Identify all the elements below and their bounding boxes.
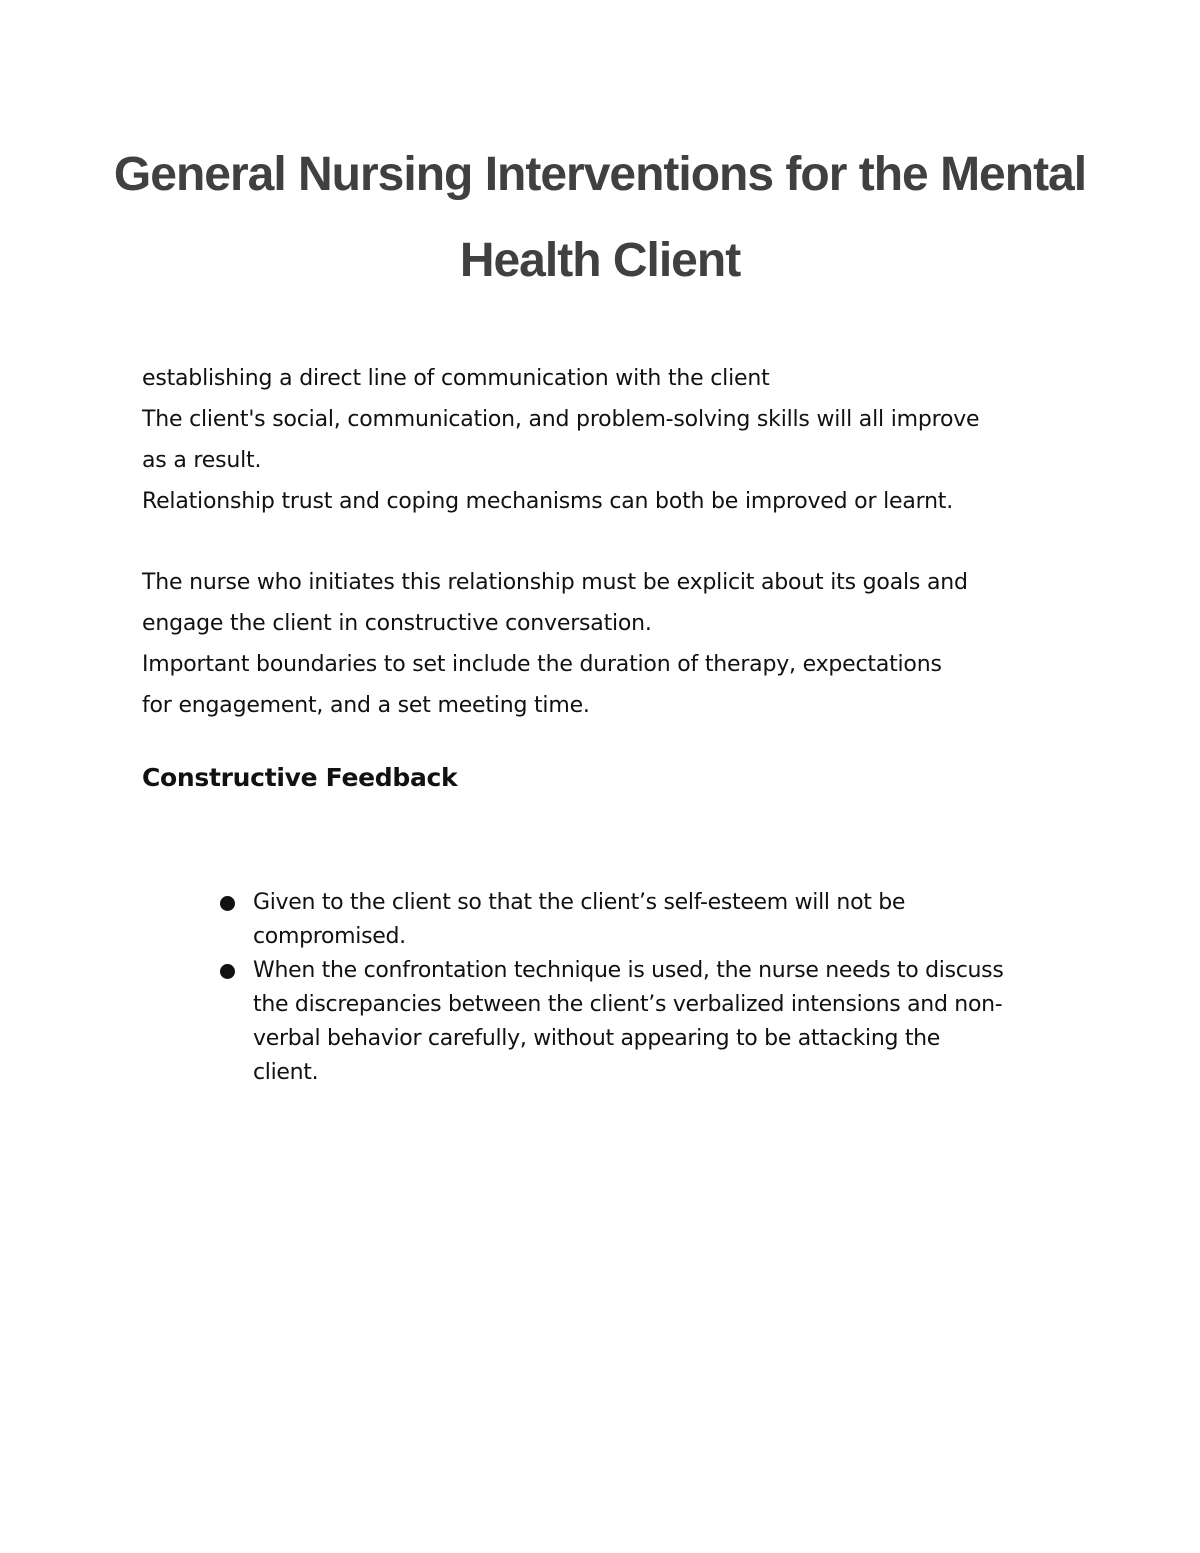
text-line: Relationship trust and coping mechanisms can both be improved or learnt. [142,489,954,514]
list-item-line: verbal behavior carefully, without appearing to be attacking the [253,1026,941,1051]
title-line: General Nursing Interventions for the Mental [113,148,1087,201]
paragraph-boundaries [142,562,1062,726]
list-item-line: When the confrontation technique is used, the nurse needs to discuss [253,958,1004,983]
title-line: Health Client [459,234,741,287]
text-line: The client's social, communication, and problem-solving skills will all improve [142,407,980,432]
list-item [216,886,1076,954]
bullet-icon [220,964,235,979]
list-item-line: client. [253,1060,319,1085]
text-line: Important boundaries to set include the duration of therapy, expectations [142,652,942,677]
bullet-list [216,886,1076,1090]
text-line: for engagement, and a set meeting time. [142,693,590,718]
paragraph-intro [142,358,1062,522]
text-line: The nurse who initiates this relationship must be explicit about its goals and [142,570,968,595]
text-line: as a result. [142,448,262,473]
list-item [216,954,1076,1090]
bullet-icon [220,896,235,911]
section-heading: Constructive Feedback [142,763,458,792]
text-line: establishing a direct line of communication with the client [142,366,770,391]
list-item-line: compromised. [253,924,406,949]
list-item-line: the discrepancies between the client’s verbalized intensions and non- [253,992,1003,1017]
document-title [100,132,1100,304]
text-line: engage the client in constructive conversation. [142,611,652,636]
list-item-line: Given to the client so that the client’s self-esteem will not be [253,890,906,915]
